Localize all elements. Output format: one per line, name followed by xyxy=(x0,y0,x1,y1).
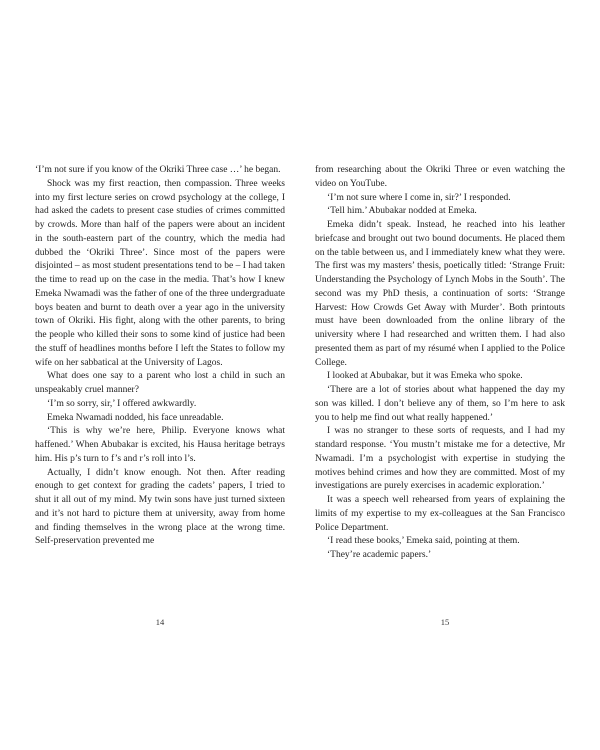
paragraph: Emeka Nwamadi nodded, his face unreadable. xyxy=(47,412,224,423)
paragraph: ‘This is why we’re here, Philip. Everyone knows what haffened.’ When Abubakar is excited, his Hausa heritage betrays him. His p’s turn to f’s and r’s roll into l’s. xyxy=(35,426,285,464)
paragraph: ‘I’m not sure if you know of the Okriki Three case …’ he began. xyxy=(35,165,281,175)
paragraph: Shock was my first reaction, then compassion. Three weeks into my first lecture series on crowd psychology at the college, I had asked the cadets to present case studies of crimes committed by crowds. More than half of the papers were about an incident in the south-eastern part of the country, which the media had dubbed the ‘Okriki Three’. Since most of the papers were disjointed – as most student presentations tend to be – I had taken the time to read up on the case in the media. That’s how I knew Emeka Nwamadi was the father of one of the three undergraduate boys beaten and burnt to death over a year ago in the university town of Okriki. His fight, along with the other parents, to bring the people who killed their sons to some kind of justice had been the stuff of headlines months before I left the States to follow my wife on her sabbatical at the University of Lagos. xyxy=(35,178,285,368)
paragraph: What does one say to a parent who lost a child in such an unspeakably cruel manner? xyxy=(35,371,285,395)
paragraph: ‘There are a lot of stories about what happened the day my son was killed. I don’t believe any of them, so I’m here to ask you to help me find out what really happened.’ xyxy=(315,385,565,423)
paragraph: Emeka didn’t speak. Instead, he reached into his leather briefcase and brought out two bound documents. He placed them on the table between us, and I immediately knew what they were. The first was my masters’ thesis, poetically titled: ‘Strange Fruit: Understanding the Psychology of Lynch Mobs in the South’. The second was my PhD thesis, a continuation of sorts: ‘Strange Harvest: How Crowds Get Away with Murder’. Both printouts must have been downloaded from the online library of the university where I had researched and written them. I had also presented them as part of my résumé when I applied to the Police College. xyxy=(315,220,565,368)
page-number: 15 xyxy=(440,617,450,627)
paragraph: Actually, I didn’t know enough. Not then. After reading enough to get context for grading the cadets’ papers, I tried to shut it all out of my mind. My twin sons have just turned sixteen and it’s not hard to picture them at university, away from home and finding themselves in the wrong place at the wrong time. Self-preservation prevented me xyxy=(35,467,285,547)
paragraph: ‘They’re academic papers.’ xyxy=(327,550,432,560)
paragraph: I looked at Abubakar, but it was Emeka who spoke. xyxy=(327,371,523,382)
paragraph: It was a speech well rehearsed from years of explaining the limits of my expertise to my ex-colleagues at the San Francisco Police Department. xyxy=(315,495,565,533)
paragraph: ‘I read these books,’ Emeka said, pointing at them. xyxy=(327,536,520,547)
paragraph: ‘I’m so sorry, sir,’ I offered awkwardly. xyxy=(47,398,197,409)
right-page xyxy=(300,0,600,750)
right-page-text xyxy=(315,164,565,563)
page-number: 14 xyxy=(155,617,165,627)
left-page-text xyxy=(35,164,285,549)
paragraph: I was no stranger to these sorts of requests, and I had my standard response. ‘You mustn’t mistake me for a detective, Mr Nwamadi. I’m a psychologist with expertise in studying the motives behind crimes and how they are committed. Most of my investigations are purely exercises in academic exploration.’ xyxy=(315,426,565,492)
paragraph: from researching about the Okriki Three or even watching the video on YouTube. xyxy=(315,165,565,189)
paragraph: ‘Tell him.’ Abubakar nodded at Emeka. xyxy=(327,206,477,217)
paragraph: ‘I’m not sure where I come in, sir?’ I responded. xyxy=(327,192,511,203)
